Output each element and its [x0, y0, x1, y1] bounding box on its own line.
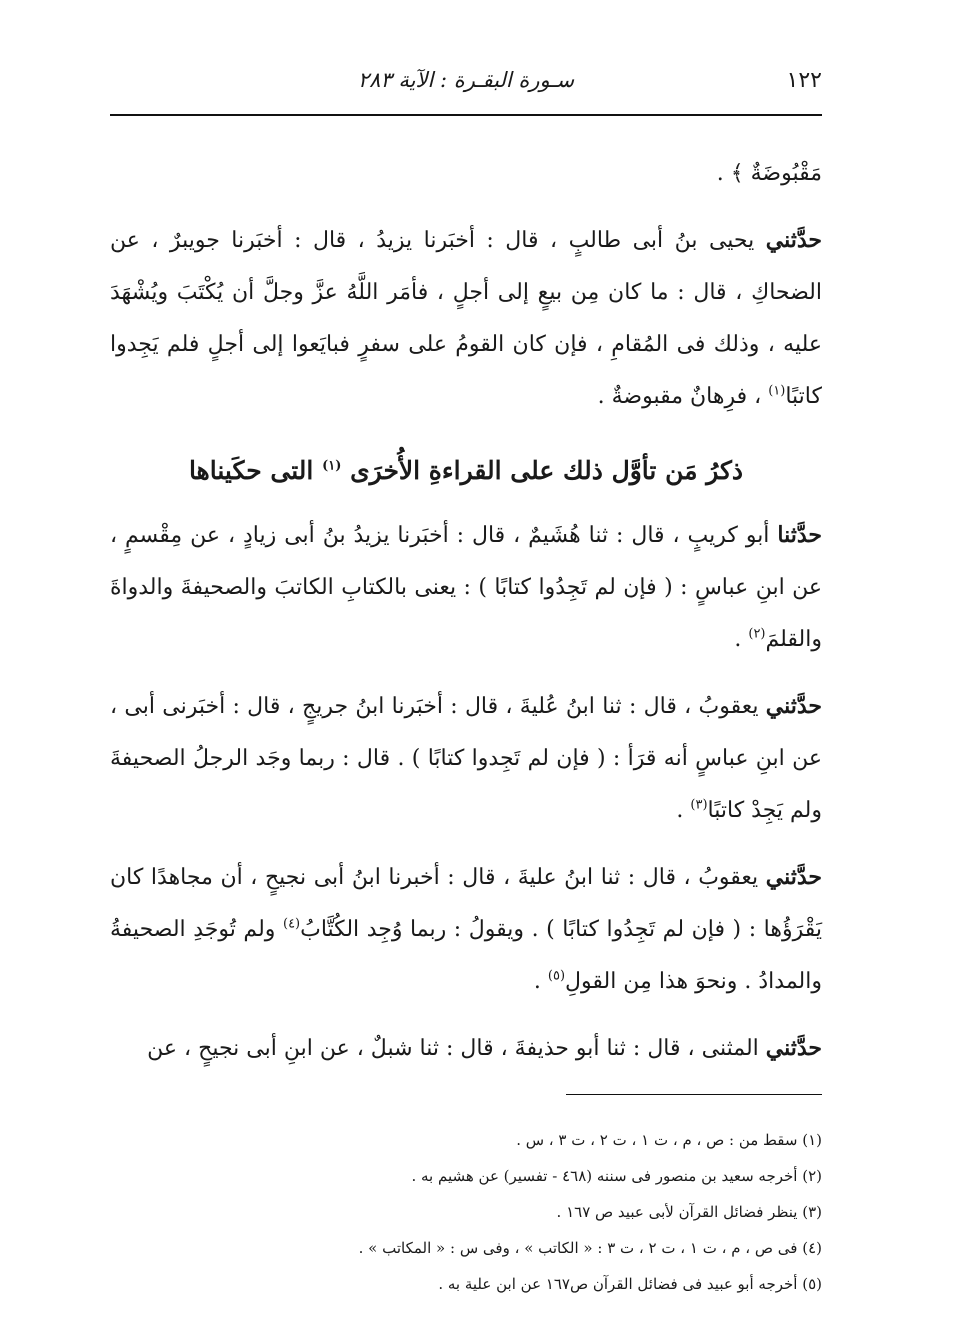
paragraph-4 [110, 851, 822, 1008]
paragraph-tail: ، فرِهانٌ مقبوضةٌ . [597, 384, 769, 409]
footnotes [110, 1122, 822, 1302]
running-header [110, 62, 822, 110]
paragraph-text-cont: ولم تُوجَدِ الصحيفةُ والمدادُ . ونحوَ هذا مِن القولِ [110, 917, 822, 994]
narration-lead: حدَّثني [765, 1035, 822, 1061]
paragraph-tail: . [734, 627, 749, 652]
paragraph-text: أبو كريبٍ ، قال : ثنا هُشَيمٌ ، قال : أخبَرنا يزيدُ بنُ أبى زيادٍ ، عن مِقْسمٍ ، عن ابنِ عباسٍ : ( فإن لم تَجِدُوا كتابًا ) : يعنى بالكتابِ الكاتبَ والصحيفةَ والدواةَ والقلمَ [110, 523, 822, 652]
paragraph-2 [110, 509, 822, 666]
heading-tail: التى حكَيناها [188, 456, 323, 485]
surah-title: سـورة البقـرة : الآية ٢٨٣ [357, 68, 575, 92]
paragraph-tail: . [533, 969, 548, 994]
verse-fragment [110, 148, 822, 200]
page-number: ١٢٢ [786, 68, 822, 93]
footnote-rule [566, 1094, 822, 1095]
main-text [110, 148, 822, 1089]
paragraph-5 [110, 1022, 822, 1075]
footnote-ref: (٤) [282, 916, 301, 932]
book-page [110, 0, 822, 1334]
narration-lead: حدَّثني [765, 693, 822, 719]
heading-text: ذكرُ مَن تأوَّل ذلك على القراءةِ الأُخرَى [350, 456, 744, 485]
paragraph-1 [110, 214, 822, 423]
footnote-4: (٤) فى ص ، م ، ت ١ ، ت ٢ ، ت ٣ : « الكاتب » ، وفى س : « المكاتب » . [358, 1239, 822, 1257]
narration-lead: حدَّثني [765, 864, 822, 890]
paragraph-text: المثنى ، قال : ثنا أبو حذيفةَ ، قال : ثنا شبلٌ ، عن ابنِ أبى نجيحٍ ، عن [147, 1036, 766, 1061]
narration-lead: حدَّثني [765, 227, 822, 253]
footnote-ref: (١) [768, 383, 786, 399]
footnote-ref: (١) [322, 458, 342, 474]
section-heading [110, 445, 822, 497]
header-rule [110, 114, 822, 116]
footnote-5: (٥) أخرجه أبو عبيد فى فضائل القرآن ص١٦٧ عن ابن علية به . [438, 1275, 822, 1293]
footnote-ref: (٣) [690, 797, 708, 813]
paragraph-tail: . [676, 798, 691, 823]
narration-lead: حدَّثنا [777, 522, 822, 548]
footnote-2: (٢) أخرجه سعيد بن منصور فى سننه (٤٦٨ - تفسير) عن هشيم به . [411, 1167, 822, 1185]
verse-fragment-text: مَقْبُوضَةٌ ﴾ . [716, 161, 822, 186]
paragraph-text: يعقوبُ ، قال : ثنا ابنُ عُليةَ ، قال : أخبَرنا ابنُ جريجٍ ، قال : أخبَرنى أبى ، عن ابنِ عباسٍ أنه قرَأ : ( فإن لم تَجِدوا كتابًا ) . قال : ربما وجَد الرجلُ الصحيفةَ ولم يَجِدْ كاتبًا [110, 694, 822, 823]
paragraph-text: يحيى بنُ أبى طالبٍ ، قال : أخبَرنا يزيدُ ، قال : أخبَرنا جويبرٌ ، عن الضحاكِ ، قال : ما كان مِن بيعٍ إلى أجلٍ ، فأمَر اللَّهُ عزَّ وجلَّ أن يُكْتَبَ ويُشْهَدَ عليه ، وذلك فى المُقامِ ، فإن كان القومُ على سفرٍ فبايَعوا إلى أجلٍ فلم يَجِدوا كاتبًا [110, 228, 822, 409]
paragraph-3 [110, 680, 822, 837]
footnote-ref: (٢) [748, 626, 766, 642]
footnote-ref: (٥) [547, 968, 566, 984]
paragraph-text: يعقوبُ ، قال : ثنا ابنُ عليةَ ، قال : أخبرنا ابنُ أبى نجيحٍ ، أن مجاهدًا كان يَقْرَؤُها : ( فإن لم تَجِدُوا كتابًا ) . ويقولُ : ربما وُجِد الكُتَّابُ [110, 865, 822, 942]
footnote-3: (٣) ينظر فضائل القرآن لأبى عبيد ص ١٦٧ . [556, 1203, 822, 1221]
footnote-1: (١) سقط من : ص ، م ، ت ١ ، ت ٢ ، ت ٣ ، س . [516, 1131, 822, 1149]
